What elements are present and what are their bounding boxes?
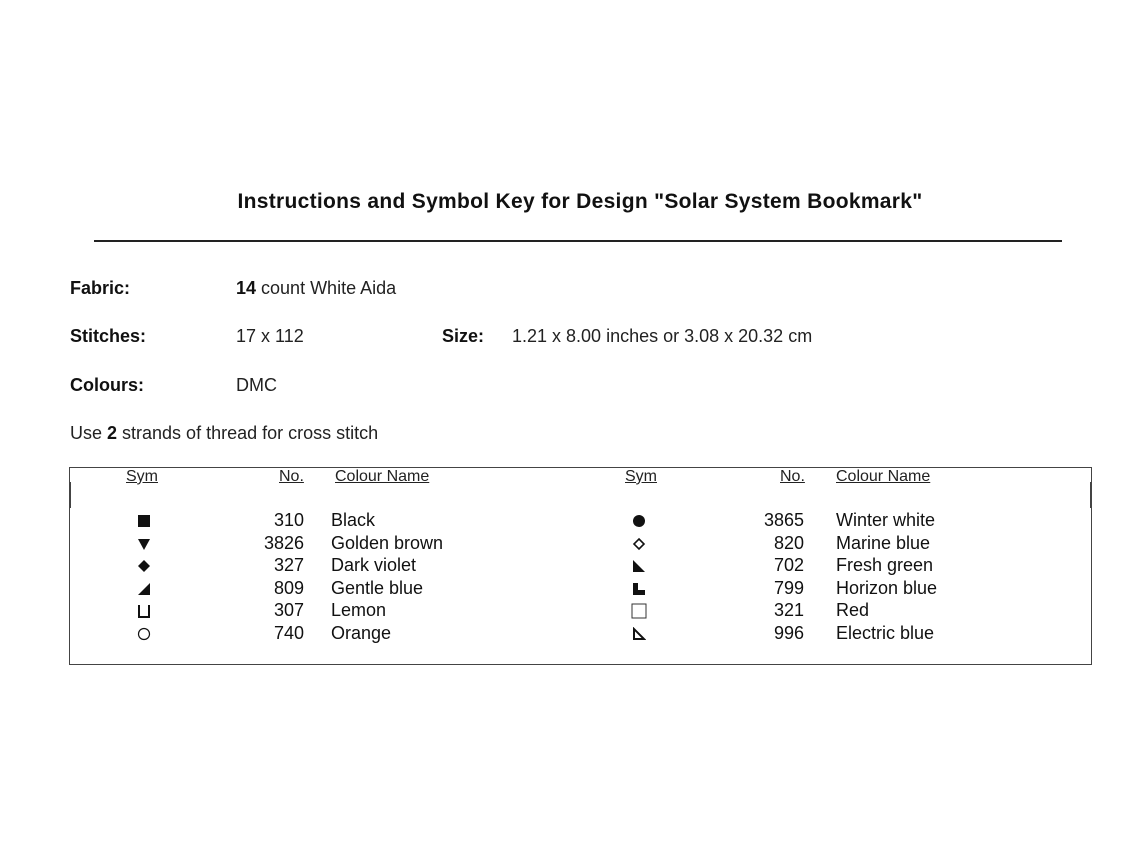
strands-prefix: Use [70,423,108,443]
title-divider [94,240,1062,242]
fabric-label: Fabric: [70,278,131,298]
dmc-number: 327 [273,555,304,576]
dmc-number: 820 [773,532,804,553]
colour-name: Golden brown [331,532,444,553]
dmc-number: 3865 [763,510,804,530]
fabric-value [236,278,396,299]
colours-label: Colours: [70,375,144,395]
header-no-left: No. [279,468,304,485]
size-value: 1.21 x 8.00 inches or 3.08 x 20.32 cm [512,326,813,346]
fabric-description: count White Aida [256,278,397,298]
left-border-tick [70,482,71,508]
colour-name: Gentle blue [331,577,424,598]
filled-circle-icon [629,511,649,531]
dmc-number: 809 [273,577,304,598]
stitches-label: Stitches: [70,326,147,346]
dmc-number: 3826 [263,532,304,553]
key-row [70,510,1091,532]
header-sym-left: Sym [126,468,158,485]
lower-left-triangle-icon [629,556,649,576]
header-name-right: Colour Name [836,468,931,485]
dmc-number: 996 [773,623,804,643]
colour-name: Dark violet [331,555,417,576]
colour-name: Horizon blue [836,577,938,598]
open-square-icon [629,601,649,621]
colour-name: Winter white [836,510,936,530]
key-row [70,623,1091,645]
colour-name: Marine blue [836,532,931,553]
open-diamond-icon [629,534,649,554]
dmc-number: 702 [773,555,804,576]
colour-name: Black [331,510,376,530]
colour-name: Lemon [331,600,387,621]
strands-count: 2 [107,423,118,443]
symbol-key-table [69,467,1092,665]
fabric-count: 14 [236,278,257,298]
colours-value: DMC [236,375,277,395]
strands-suffix: strands of thread for cross stitch [117,423,379,443]
dmc-number: 310 [273,510,304,530]
stitches-value: 17 x 112 [236,326,304,346]
header-no-right: No. [780,468,805,485]
key-row [70,578,1091,600]
dmc-number: 740 [273,623,304,643]
l-shape-icon [629,579,649,599]
colour-name: Red [836,600,870,621]
key-row [70,600,1091,622]
colour-name: Fresh green [836,555,934,576]
key-row [70,533,1091,555]
dmc-number: 307 [273,600,304,621]
header-sym-right: Sym [625,468,657,485]
right-border-tick [1090,482,1091,508]
dmc-number: 799 [773,577,804,598]
dmc-number: 321 [773,600,804,621]
header-name-left: Colour Name [335,468,430,485]
strands-instruction [70,423,378,444]
size-label: Size: [442,326,485,346]
outline-triangle-icon [629,624,649,644]
key-row [70,555,1091,577]
document-title: Instructions and Symbol Key for Design "Solar System Bookmark" [237,190,923,213]
colour-name: Orange [331,623,392,643]
colour-name: Electric blue [836,623,935,643]
